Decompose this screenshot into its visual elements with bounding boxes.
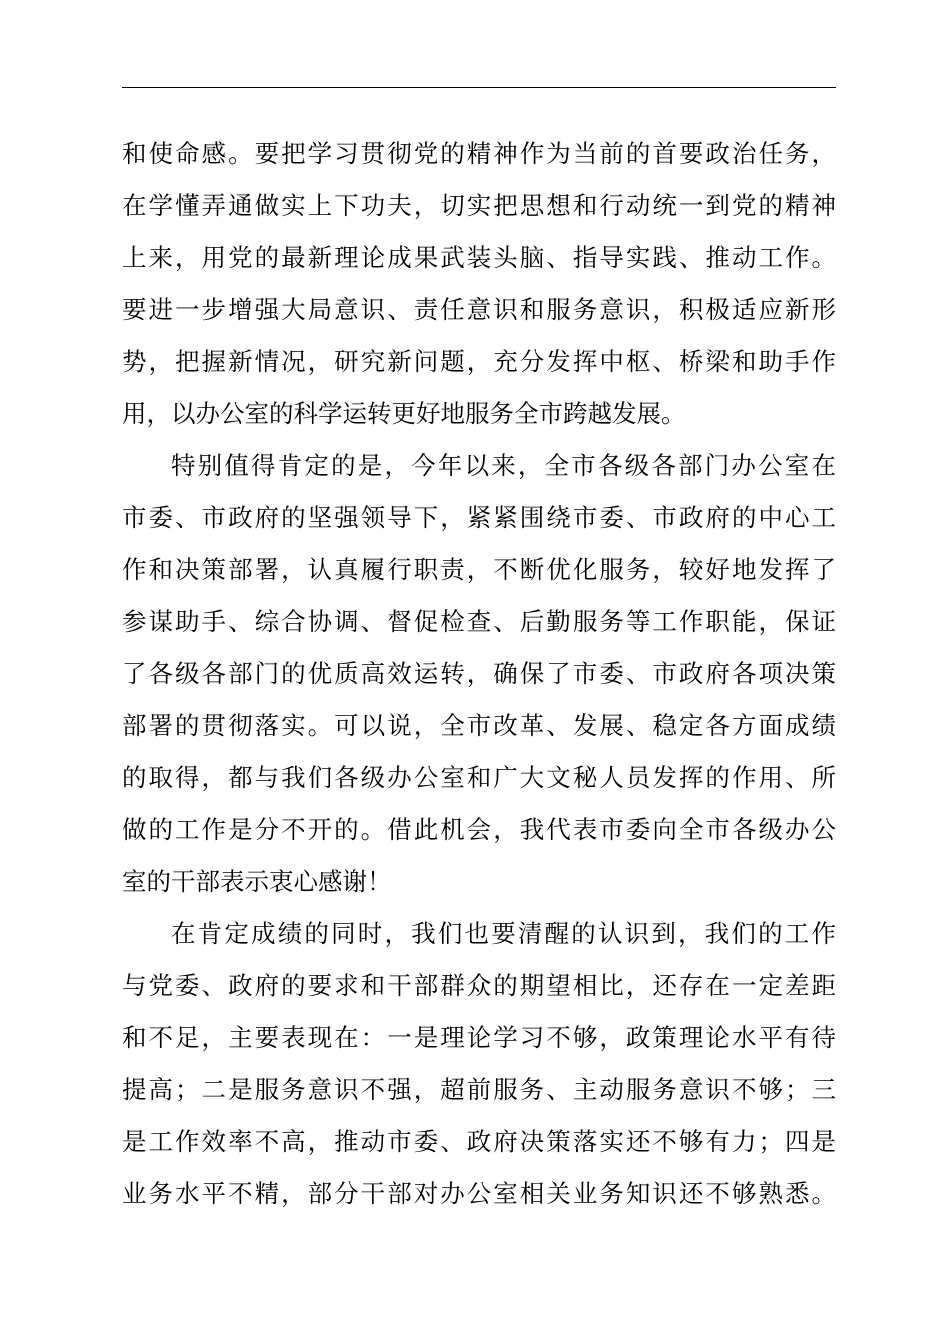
paragraph-line: 业务水平不精，部分干部对办公室相关业务知识还不够熟悉。 [122, 1179, 836, 1208]
paragraph-line: 要进一步增强大局意识、责任意识和服务意识，积极适应新形 [122, 295, 836, 324]
paragraph-line: 提高；二是服务意识不强，超前服务、主动服务意识不够；三 [122, 1075, 836, 1104]
paragraph-line: 势，把握新情况，研究新问题，充分发挥中枢、桥梁和助手作 [122, 347, 836, 376]
paragraph-line: 和使命感。要把学习贯彻党的精神作为当前的首要政治任务， [122, 139, 836, 168]
paragraph-line: 了各级各部门的优质高效运转，确保了市委、市政府各项决策 [122, 659, 836, 688]
paragraph-first-line: 特别值得肯定的是，今年以来，全市各级各部门办公室在 [171, 451, 836, 480]
header-rule [122, 87, 836, 88]
paragraph-line: 作和决策部署，认真履行职责，不断优化服务，较好地发挥了 [122, 555, 836, 584]
paragraph-line: 的取得，都与我们各级办公室和广大文秘人员发挥的作用、所 [122, 763, 836, 792]
paragraph-line: 室的干部表示衷心感谢！ [122, 867, 392, 896]
paragraph-line: 做的工作是分不开的。借此机会，我代表市委向全市各级办公 [122, 815, 836, 844]
paragraph-first-line: 在肯定成绩的同时，我们也要清醒的认识到，我们的工作 [171, 919, 836, 948]
paragraph-line: 市委、市政府的坚强领导下，紧紧围绕市委、市政府的中心工 [122, 503, 836, 532]
paragraph-line: 部署的贯彻落实。可以说，全市改革、发展、稳定各方面成绩 [122, 711, 836, 740]
paragraph-line: 用，以办公室的科学运转更好地服务全市跨越发展。 [122, 399, 686, 428]
paragraph-line: 是工作效率不高，推动市委、政府决策落实还不够有力；四是 [122, 1127, 836, 1156]
paragraph-line: 和不足，主要表现在：一是理论学习不够，政策理论水平有待 [122, 1023, 836, 1052]
paragraph-line: 参谋助手、综合协调、督促检查、后勤服务等工作职能，保证 [122, 607, 836, 636]
paragraph-line: 与党委、政府的要求和干部群众的期望相比，还存在一定差距 [122, 971, 836, 1000]
paragraph-line: 上来，用党的最新理论成果武装头脑、指导实践、推动工作。 [122, 243, 836, 272]
paragraph-line: 在学懂弄通做实上下功夫，切实把思想和行动统一到党的精神 [122, 191, 836, 220]
